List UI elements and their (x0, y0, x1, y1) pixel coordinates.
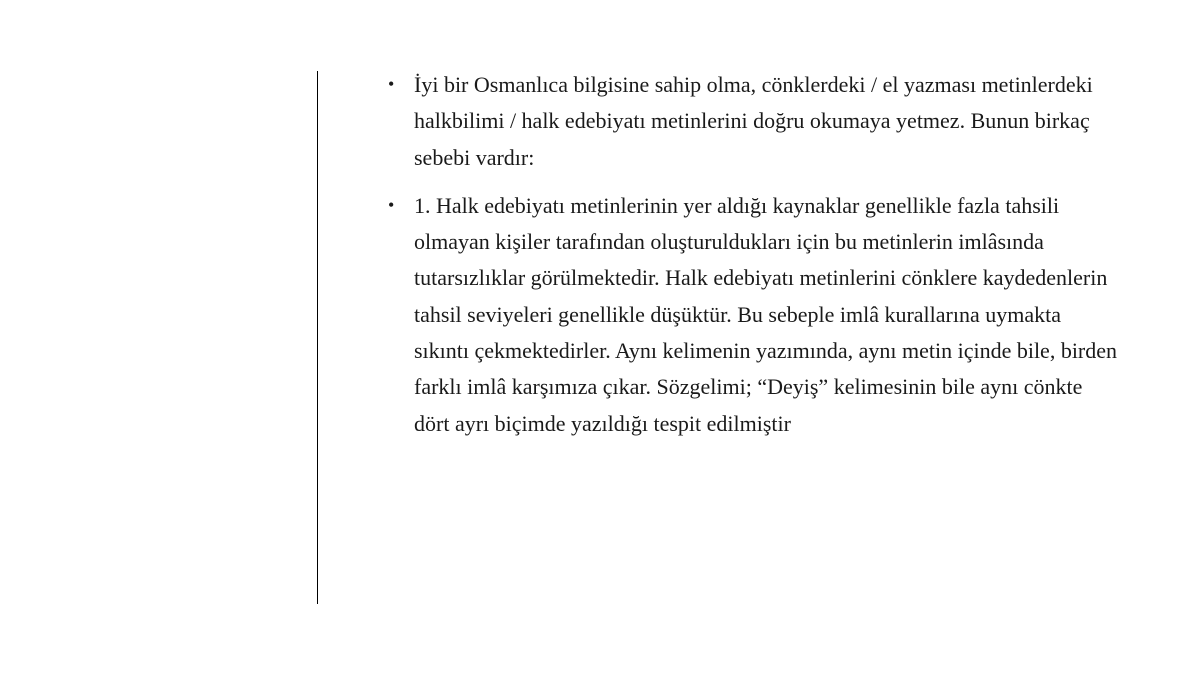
bullet-dot-icon: • (388, 74, 395, 94)
vertical-divider (317, 71, 318, 604)
bullet-text: İyi bir Osmanlıca bilgisine sahip olma, cönklerdeki / el yazması metinlerdeki halkbilimi / halk edebiyatı metinlerini doğru okumaya yetmez. Bunun birkaç sebebi vardır: (414, 72, 1093, 170)
bullet-list (388, 67, 1118, 442)
bullet-dot-icon: • (388, 194, 395, 215)
bullet-item (388, 67, 1118, 176)
bullet-item (388, 188, 1118, 442)
bullet-text: 1. Halk edebiyatı metinlerinin yer aldığı kaynaklar genellikle fazla tahsili olmayan kişiler tarafından oluşturuldukları için bu metinlerin imlâsında tutarsızlıklar görülmektedir. Halk edebiyatı metinlerini cönklere kaydedenlerin tahsil seviyeleri genellikle düşüktür. Bu sebeple imlâ kurallarına uymakta sıkıntı çekmektedirler. Aynı kelimenin yazımında, aynı metin içinde bile, birden farklı imlâ karşımıza çıkar. Sözgelimi; “Deyiş” kelimesinin bile aynı cönkte dört ayrı biçimde yazıldığı tespit edilmiştir (414, 192, 1118, 436)
slide-content (388, 67, 1118, 454)
